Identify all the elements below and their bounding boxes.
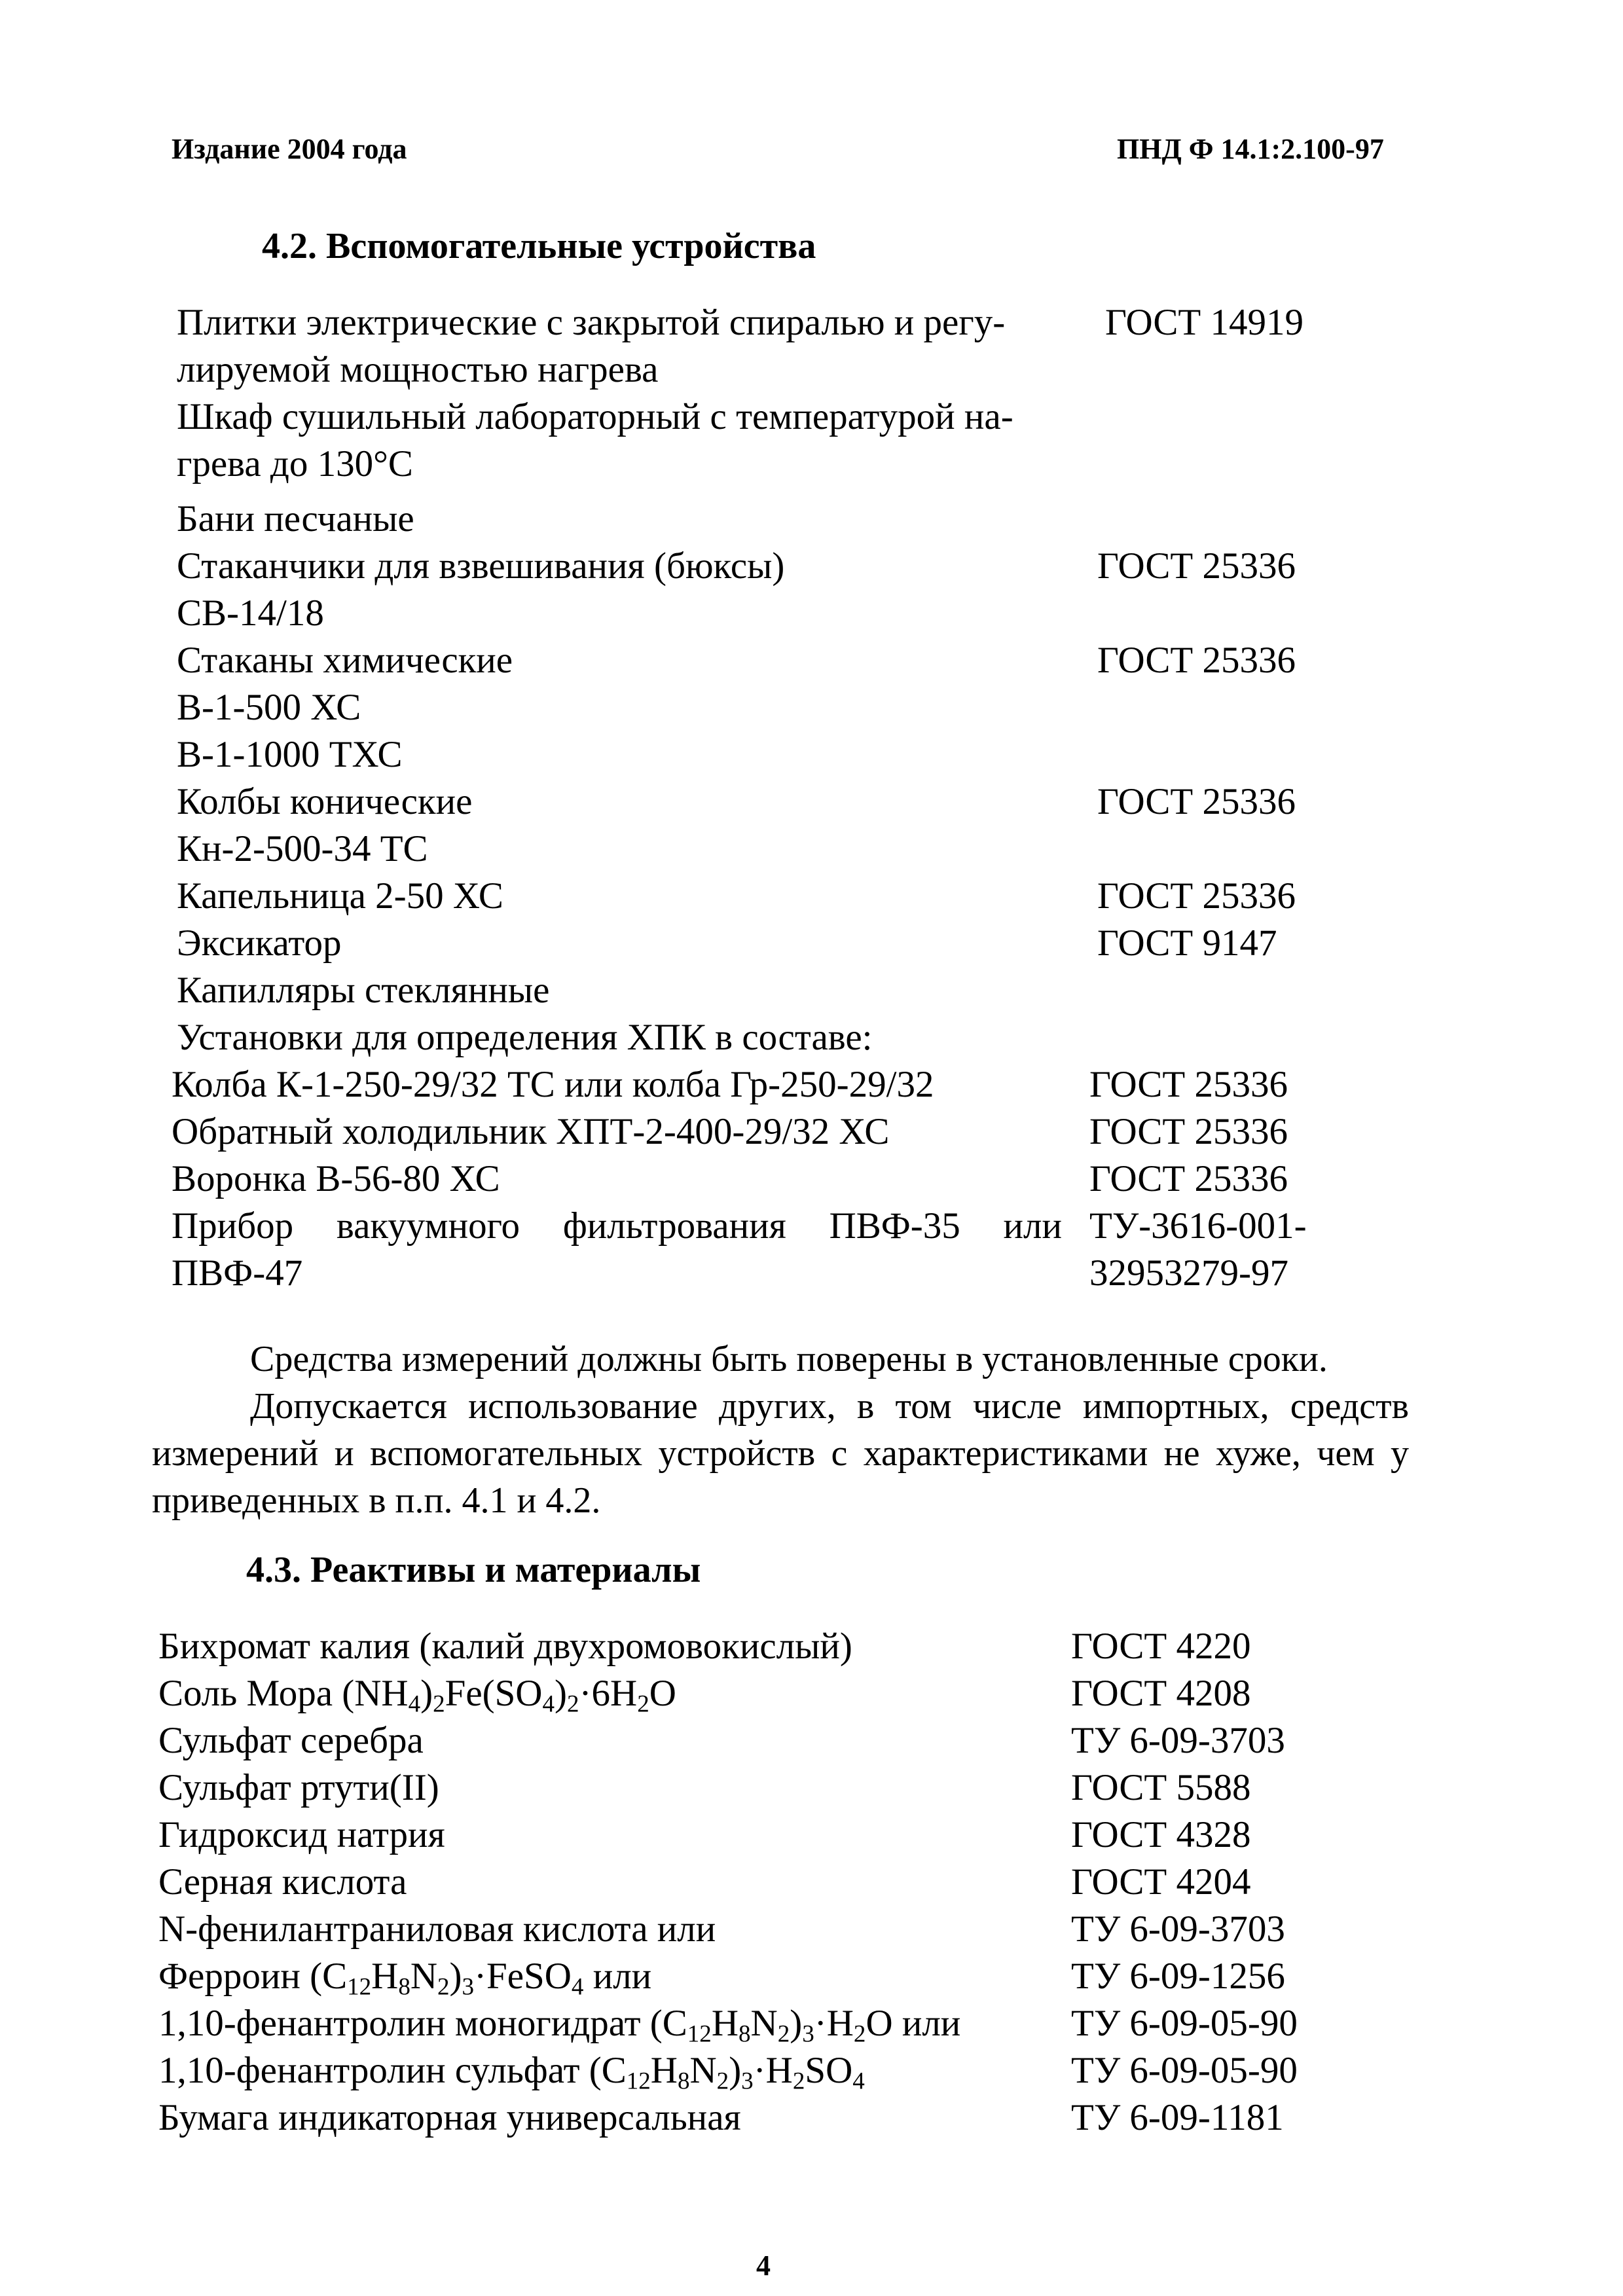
reagent-standard: ТУ 6-09-05-90 — [1071, 2003, 1298, 2044]
item-standard-cont: 32953279-97 — [1089, 1252, 1288, 1294]
reagent-standard: ТУ 6-09-05-90 — [1071, 2050, 1298, 2091]
item-name-cont: В-1-500 ХС — [177, 687, 361, 728]
reagent-name: Гидроксид натрия — [158, 1814, 445, 1855]
reagent-standard: ГОСТ 4220 — [1071, 1626, 1251, 1667]
note-verification: Средства измерений должны быть поверены в установленные сроки. — [250, 1339, 1328, 1379]
item-name-cont: грева до 130°С — [177, 443, 413, 484]
reagent-name: Ферроин $(C_{12}H_8N_2)_3\cdot FeSO_4$ или — [158, 1956, 652, 2001]
reagent-name: Серная кислота — [158, 1861, 407, 1903]
item-standard: ГОСТ 25336 — [1097, 545, 1296, 587]
section-4-2-title: 4.2. Вспомогательные устройства — [262, 226, 816, 266]
list-item — [177, 301, 1064, 344]
reagent-name: 1,10-фенантролин сульфат $(C_{12}H_8N_2)_3\cdot H_2SO_4$ — [158, 2050, 865, 2095]
reagent-name: Соль Мора $(NH_4)_2Fe(SO_4)_2\cdot 6H_2O$ — [158, 1673, 676, 1718]
list-item: Капилляры стеклянные — [177, 970, 550, 1011]
item-name-cont: ПВФ-47 — [172, 1252, 303, 1294]
section-4-3-title: 4.3. Реактивы и материалы — [246, 1550, 701, 1590]
reagent-name: N-фенилантраниловая кислота или — [158, 1908, 716, 1950]
item-standard: ГОСТ 25336 — [1097, 640, 1296, 681]
list-item: Стаканчики для взвешивания (бюксы) — [177, 545, 785, 587]
list-item: Стаканы химические — [177, 640, 513, 681]
item-standard: ГОСТ 25336 — [1097, 875, 1296, 917]
item-standard: ТУ-3616-001- — [1089, 1205, 1307, 1247]
reagent-name: Бумага индикаторная универсальная — [158, 2097, 741, 2138]
item-standard: ГОСТ 9147 — [1097, 922, 1277, 964]
reagent-standard: ТУ 6-09-3703 — [1071, 1720, 1285, 1761]
reagent-standard: ГОСТ 5588 — [1071, 1767, 1251, 1808]
item-standard: ГОСТ 25336 — [1097, 781, 1296, 822]
list-item: Установки для определения ХПК в составе: — [177, 1017, 873, 1058]
edition-label: Издание 2004 года — [172, 133, 407, 165]
reagent-name: 1,10-фенантролин моногидрат $(C_{12}H_8N_2)_3\cdot H_2O$ или — [158, 2003, 961, 2048]
item-standard: ГОСТ 25336 — [1089, 1158, 1288, 1199]
reagent-name: Сульфат ртути(II) — [158, 1767, 439, 1808]
reagent-name: Бихромат калия (калий двухромовокислый) — [158, 1626, 852, 1667]
item-name-cont: В-1-1000 ТХС — [177, 734, 403, 775]
reagent-standard: ГОСТ 4208 — [1071, 1673, 1251, 1714]
item-name-cont: Кн-2-500-34 ТС — [177, 828, 428, 869]
reagent-standard: ТУ 6-09-3703 — [1071, 1908, 1285, 1950]
note-alternatives: Допускается использование других, в том числе импортных, средств измерений и вспомогательных устройств с характеристиками не хуже, чем у приведенных в п.п. 4.1 и 4.2. — [152, 1386, 1409, 1521]
item-standard: ГОСТ 14919 — [1105, 302, 1304, 343]
item-name: Плитки электрические с закрытой спиралью и регу- — [177, 302, 1006, 343]
document-code: ПНД Ф 14.1:2.100-97 — [1117, 133, 1384, 165]
page-number: 4 — [756, 2250, 771, 2282]
list-item: Капельница 2-50 ХС — [177, 875, 503, 917]
reagent-standard: ГОСТ 4204 — [1071, 1861, 1251, 1903]
list-item: Колба К-1-250-29/32 ТС или колба Гр-250-29/32 — [172, 1064, 934, 1105]
item-standard: ГОСТ 25336 — [1089, 1111, 1288, 1152]
reagent-name: Сульфат серебра — [158, 1720, 424, 1761]
list-item: Обратный холодильник ХПТ-2-400-29/32 ХС — [172, 1111, 890, 1152]
list-item: Шкаф сушильный лабораторный с температурой на- — [177, 396, 1013, 437]
list-item: Эксикатор — [177, 922, 342, 964]
list-item: Колбы конические — [177, 781, 473, 822]
reagent-standard: ТУ 6-09-1256 — [1071, 1956, 1285, 1997]
list-item: Бани песчаные — [177, 498, 414, 539]
list-item — [172, 1205, 1062, 1247]
item-name-cont: лируемой мощностью нагрева — [177, 349, 659, 390]
item-name: Прибор вакуумного фильтрования ПВФ-35 или — [172, 1205, 1062, 1247]
reagent-standard: ГОСТ 4328 — [1071, 1814, 1251, 1855]
item-standard: ГОСТ 25336 — [1089, 1064, 1288, 1105]
reagent-standard: ТУ 6-09-1181 — [1071, 2097, 1284, 2138]
list-item: Воронка В-56-80 ХС — [172, 1158, 500, 1199]
item-name-cont: СВ-14/18 — [177, 592, 324, 634]
